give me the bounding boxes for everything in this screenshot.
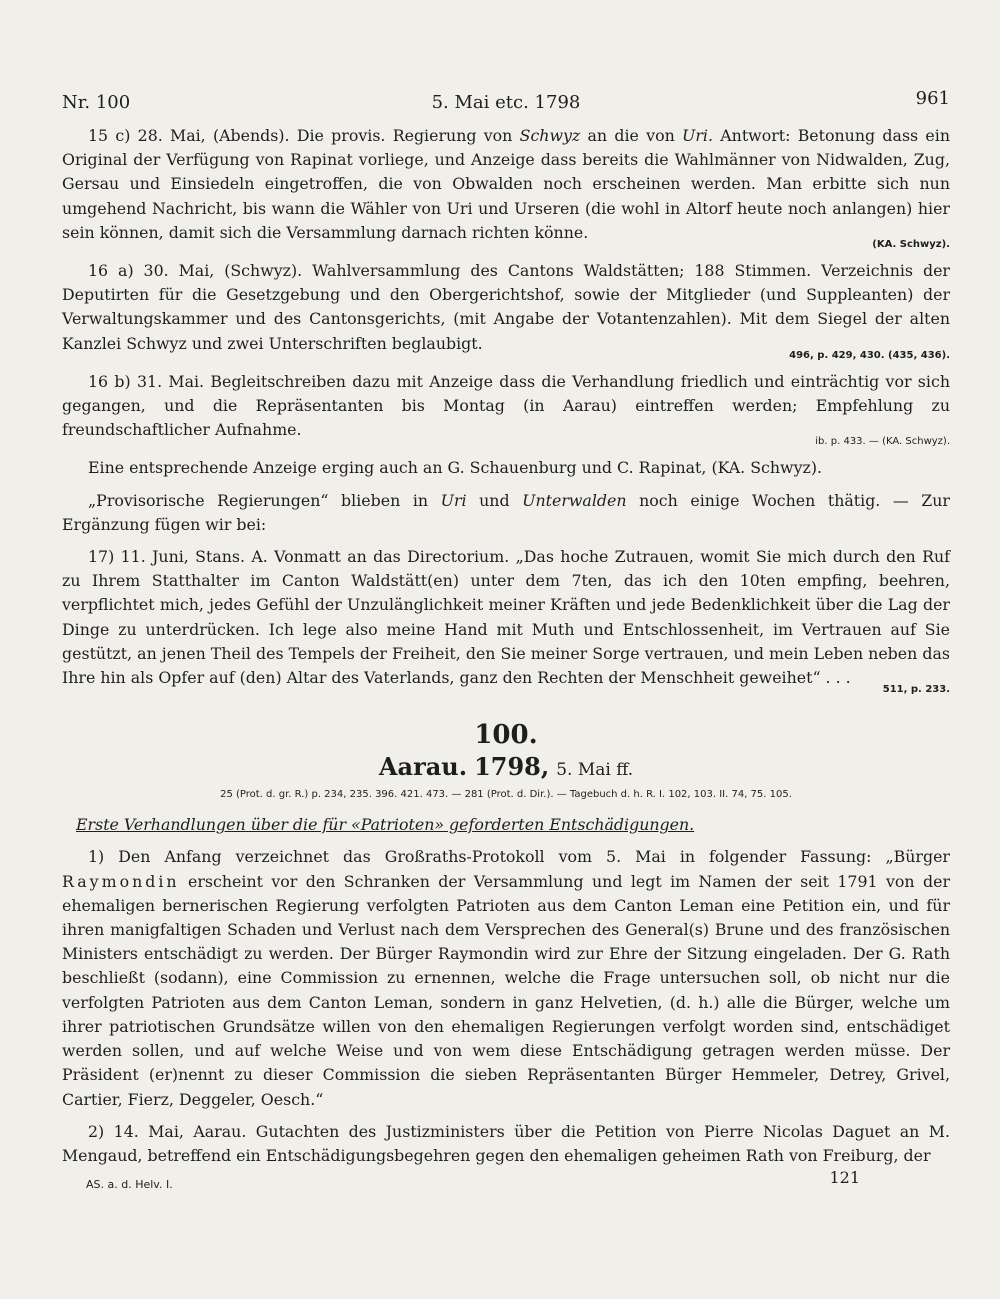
page-number: 961 xyxy=(915,88,950,109)
entry-16a: 16 a) 30. Mai, (Schwyz). Wahlversammlung des Cantons Waldstätten; 188 Stimmen. Verzeichnis der Deputirten für die Gesetzgebung und den Obergerichtshof, sowie der Mitglieder (und Suppleanten) der Verwaltungskammer und des Cantonsgerichts, (mit Angabe der Votantenzahlen). Mit dem Siegel der alten Kanzlei Schwyz und zwei Unterschriften beglaubigt. xyxy=(62,261,950,353)
sheet-number: 121 xyxy=(829,1168,860,1187)
source-ref: 496, p. 429, 430. (435, 436). xyxy=(789,349,950,361)
section-references: 25 (Prot. d. gr. R.) p. 234, 235. 396. 421. 473. — 281 (Prot. d. Dir.). — Tagebuch d. h. R. I. 102, 103. II. 74, 75. 105. xyxy=(220,789,792,801)
entry-16b: 16 b) 31. Mai. Begleitschreiben dazu mit Anzeige dass die Verhandlung friedlich und einträchtig vor sich gegangen, und die Repräsentanten bis Montag (in Aarau) eintreffen werden; Empfehlung zu freundschaftlicher Aufnahme. xyxy=(62,371,950,440)
page-header xyxy=(62,88,950,118)
section-title: Aarau. 1798, 5. Mai ff. xyxy=(378,752,634,782)
source-ref: (KA. Schwyz). xyxy=(872,239,950,251)
source-ref: 511, p. 233. xyxy=(882,684,950,696)
paragraph-provisional: „Provisorische Regierungen“ blieben in Uri und Unterwalden noch einige Wochen thätig. — Zur Ergänzung fügen wir bei: xyxy=(62,490,950,534)
footer-signature: AS. a. d. Helv. I. xyxy=(86,1178,173,1191)
source-ref: ib. p. 433. — (KA. Schwyz). xyxy=(815,436,950,448)
page-body xyxy=(62,124,950,1168)
page-footer xyxy=(62,1168,950,1198)
entry-17: 17) 11. Juni, Stans. A. Vonmatt an das Directorium. „Das hoche Zutrauen, womit Sie mich durch den Ruf zu Ihrem Statthalter im Canton Waldstätt(en) unter dem 7ten, das ich den 10ten empfing, beehren, verpflichtet mich, jedes Gefühl der Unzulänglichkeit meiner Kräften und jede Bedenklichkeit über die Lag der Dinge zu unterdrücken. Ich lege also meine Hand mit Muth und Entschlossenheit, im Vertrauen auf Sie gestützt, an jenen Theil des Tempels der Freiheit, den Sie meiner Sorge vertrauen, und mein Leben neben das Ihre hin als Opfer auf (den) Altar des Vaterlands, ganz den Rechten der Menschheit geweihet“ . . . xyxy=(62,547,950,688)
header-date: 5. Mai etc. 1798 xyxy=(431,92,581,113)
paragraph-notice: Eine entsprechende Anzeige erging auch an G. Schauenburg und C. Rapinat, (KA. Schwyz). xyxy=(88,458,823,478)
section-subtitle: Erste Verhandlungen über die für «Patrioten» geforderten Entschädigungen. xyxy=(76,815,695,835)
entry-1: 1) Den Anfang verzeichnet das Großraths-Protokoll vom 5. Mai in folgender Fassung: „Bürger Raymondin erscheint vor den Schranken der Versammlung und legt im Namen der seit 1791 von der ehemaligen bernerischen Regierung verfolgten Patrioten aus dem Canton Leman eine Petition ein, und für ihren manigfaltigen Schaden und Verlust nach dem Versprechen des General(s) Brune und des französischen Ministers entschädigt zu werden. Der Bürger Raymondin wird zur Ehre der Sitzung eingeladen. Der G. Rath beschließt (sodann), eine Commission zu ernennen, welche die Frage untersuchen soll, ob nicht nur die verfolgten Patrioten aus dem Canton Leman, sondern in ganz Helvetien, (d. h.) alle die Bürger, welche um ihrer patriotischen Grundsätze willen von den ehemaligen Regierungen verfolgt worden sind, entschädiget werden sollen, und auf welche Weise und von wem diese Entschädigung getragen werden müsse. Der Präsident (er)nennt zu dieser Commission die sieben Repräsentanten Bürger Hemmeler, Detrey, Grivel, Cartier, Fierz, Deggeler, Oesch.“ xyxy=(62,847,950,1109)
section-number: 100. xyxy=(474,720,538,751)
entry-15c: 15 c) 28. Mai, (Abends). Die provis. Regierung von Schwyz an die von Uri. Antwort: Betonung dass ein Original der Verfügung von Rapinat vorliege, und Anzeige dass bereits die Wahlmänner von Nidwalden, Zug, Gersau und Einsiedeln eingetroffen, die von Obwalden noch erscheinen werden. Man erbitte sich nun umgehend Nachricht, bis wann die Wähler von Uri und Urseren (die wohl in Altorf heute noch anlangen) hier sein können, damit sich die Versammlung darnach richten könne. xyxy=(62,126,950,242)
entry-2: 2) 14. Mai, Aarau. Gutachten des Justizministers über die Petition von Pierre Nicolas Daguet an M. Mengaud, betreffend ein Entschädigungsbegehren gegen den ehemaligen geheimen Rath von Freiburg, der xyxy=(62,1121,950,1165)
header-number: Nr. 100 xyxy=(62,92,131,113)
